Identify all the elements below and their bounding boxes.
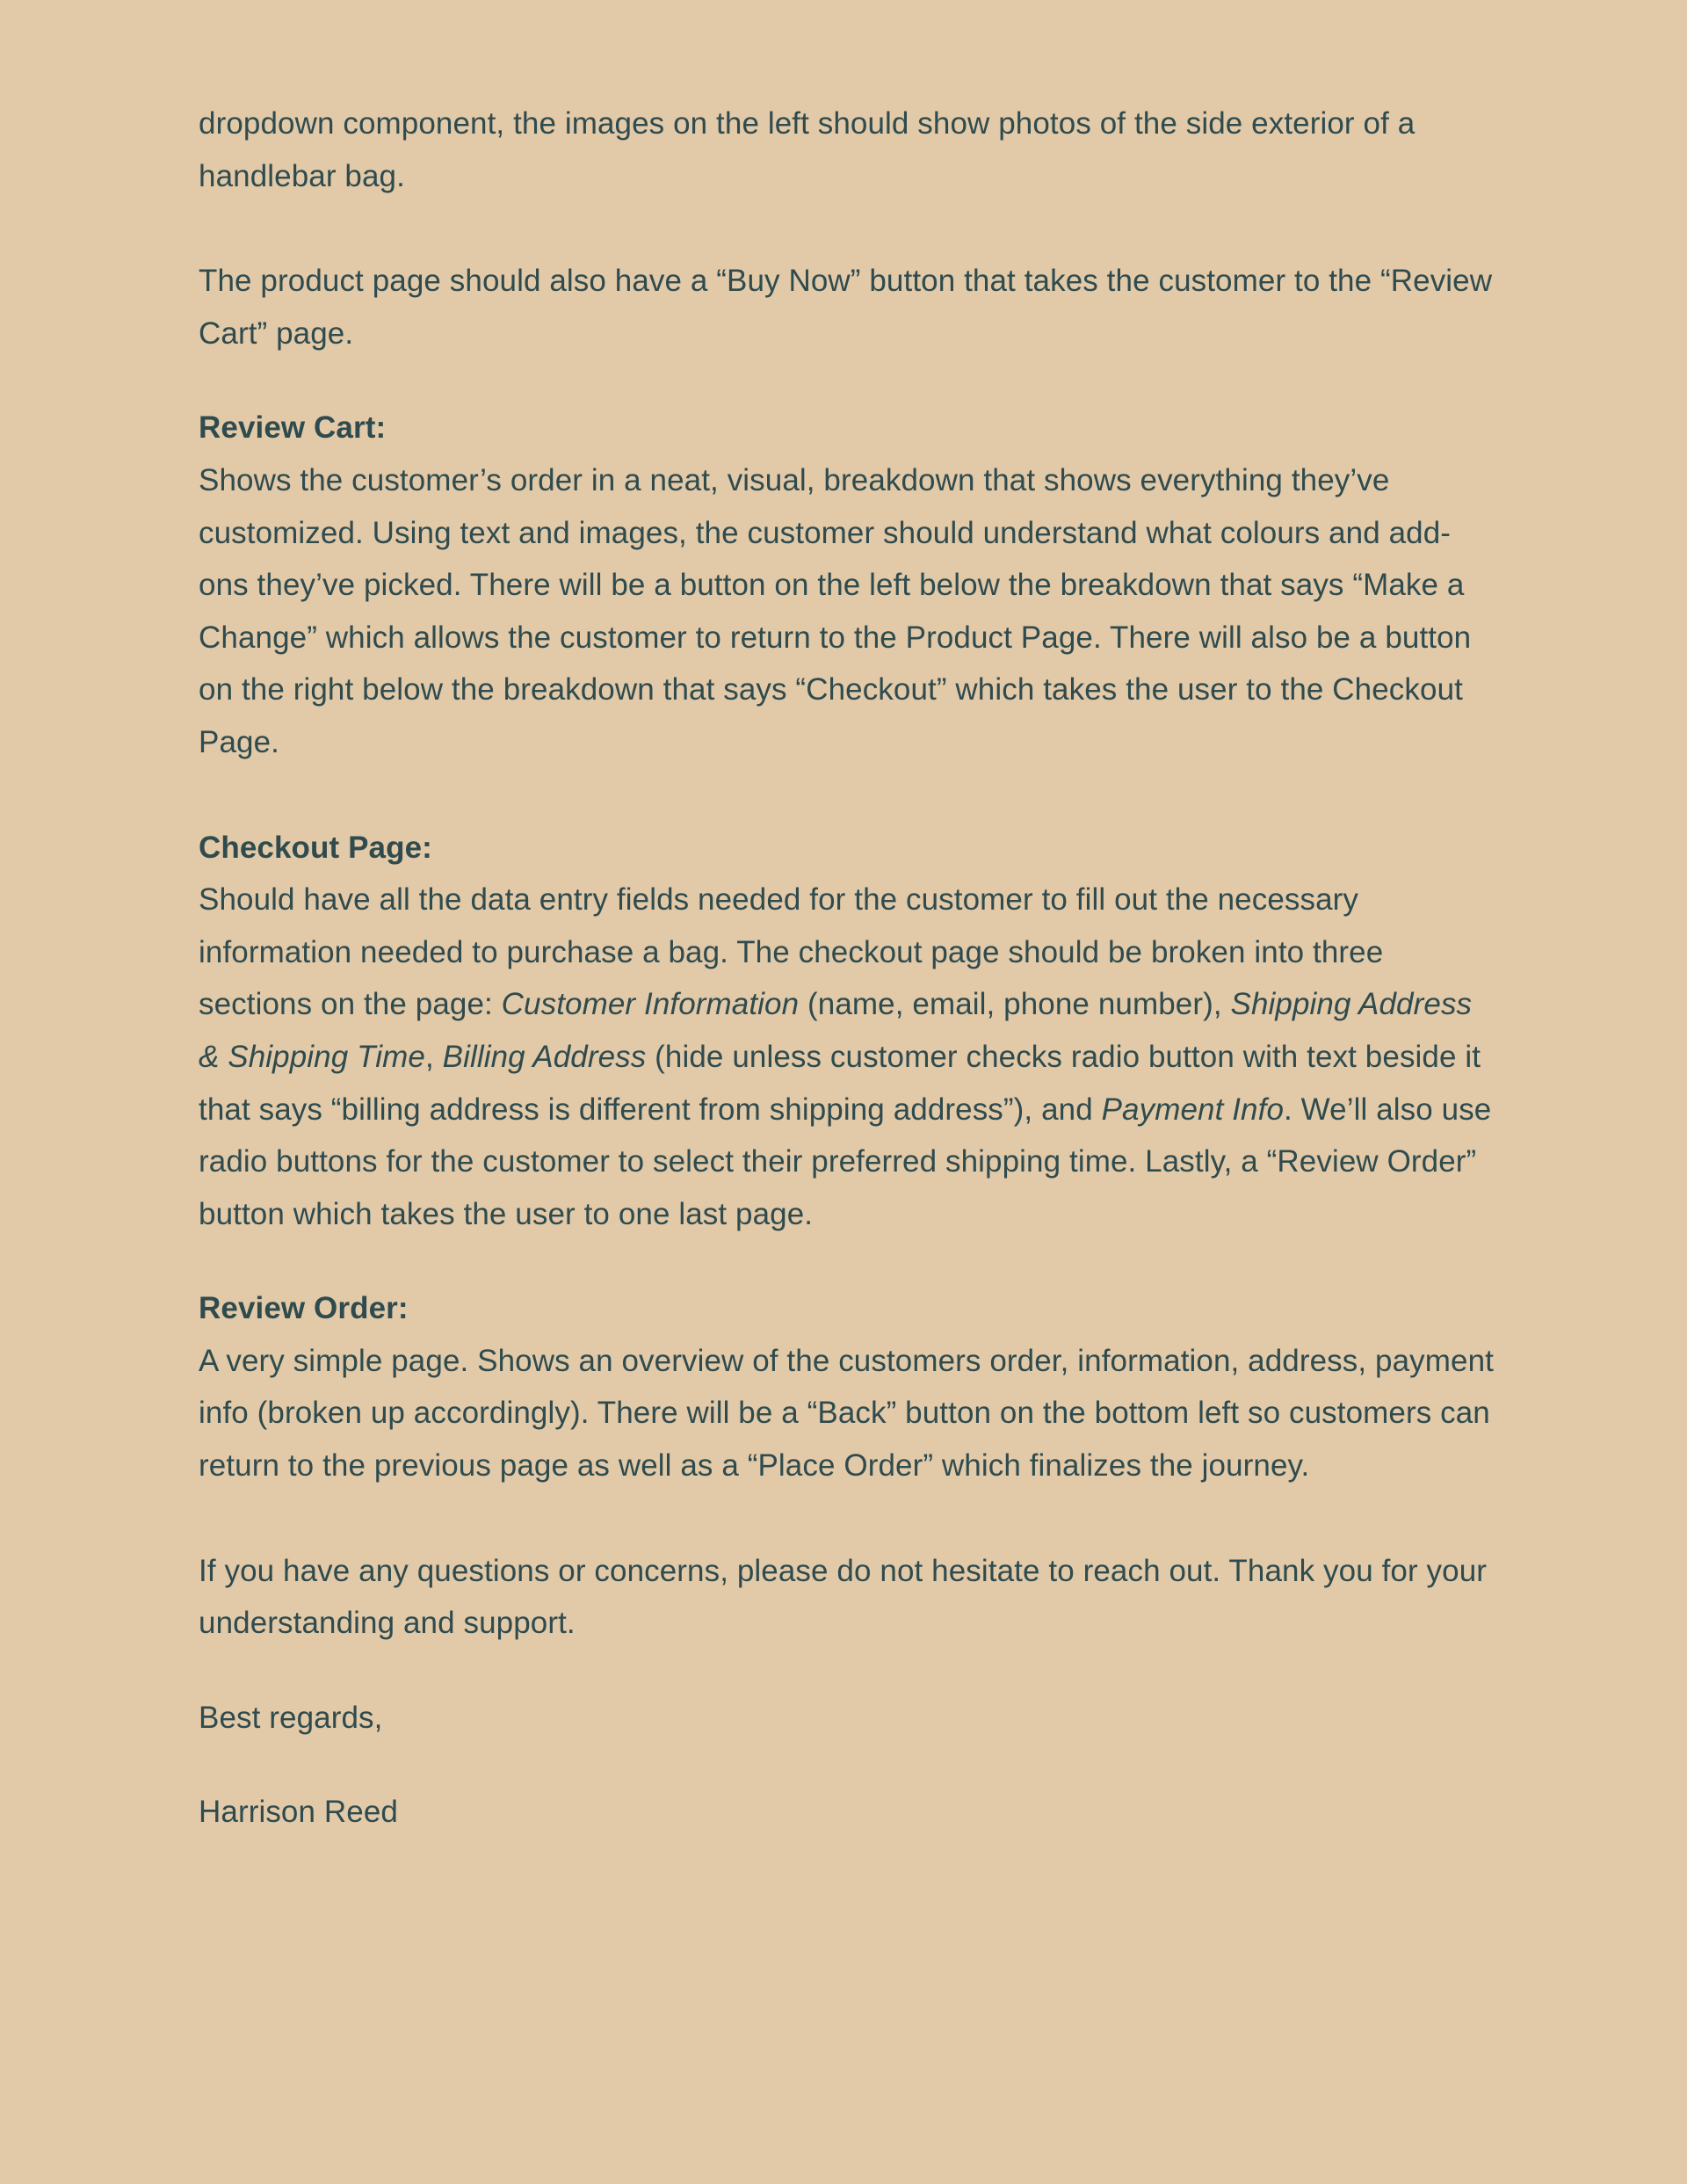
- checkout-text-3: ,: [424, 1039, 443, 1074]
- spacer: [199, 1744, 1499, 1786]
- signoff: Best regards,: [199, 1700, 383, 1735]
- section-customer-information: Customer Information: [501, 987, 800, 1022]
- review-cart-heading: Review Cart:: [199, 410, 387, 446]
- closing-paragraph: If you have any questions or concerns, please do not hesitate to reach out. Thank you for your understanding and support.: [199, 1553, 1488, 1641]
- spacer: [199, 359, 1499, 402]
- checkout-text-2: (name, email, phone number),: [799, 987, 1231, 1022]
- checkout-text-5: . We’ll also use radio buttons for the customer to select their preferred shipping time. Lastly, a “Review Order” button which takes the user to one last page.: [199, 1092, 1492, 1231]
- spacer: [199, 202, 1499, 255]
- section-billing-address: Billing Address: [442, 1039, 647, 1074]
- letter-body: [199, 98, 1499, 1839]
- checkout-page-paragraph: [199, 874, 1499, 1240]
- checkout-text-1: Should have all the data entry fields needed for the customer to fill out the necessary information needed to purchase a bag. The checkout page should be broken into three sections on the page:: [199, 882, 1384, 1022]
- spacer: [199, 1492, 1499, 1545]
- intro-paragraph-2: The product page should also have a “Buy Now” button that takes the customer to the “Review Cart” page.: [199, 264, 1493, 351]
- intro-paragraph-1: dropdown component, the images on the left should show photos of the side exterior of a handlebar bag.: [199, 106, 1415, 193]
- spacer: [199, 1240, 1499, 1282]
- signature-name: Harrison Reed: [199, 1795, 398, 1830]
- review-order-paragraph: A very simple page. Shows an overview of the customers order, information, address, payment info (broken up accordingly). There will be a “Back” button on the bottom left so customers can return to the previous page as well as a “Place Order” which finalizes the journey.: [199, 1343, 1494, 1484]
- review-cart-paragraph: Shows the customer’s order in a neat, visual, breakdown that shows everything they’ve customized. Using text and images, the customer should understand what colours and add-ons they’ve picked. There will be a button on the left below the breakdown that says “Make a Change” which allows the customer to return to the Product Page. There will also be a button on the right below the breakdown that says “Checkout” which takes the user to the Checkout Page.: [199, 462, 1472, 759]
- checkout-page-heading: Checkout Page:: [199, 830, 432, 865]
- section-shipping-address: Shipping Address & Shipping Time: [199, 987, 1473, 1074]
- checkout-text-4: (hide unless customer checks radio button with text beside it that says “billing address is different from shipping address”), and: [199, 1039, 1481, 1127]
- review-order-heading: Review Order:: [199, 1291, 409, 1326]
- spacer: [199, 1650, 1499, 1692]
- spacer: [199, 769, 1499, 822]
- section-payment-info: Payment Info: [1101, 1092, 1285, 1127]
